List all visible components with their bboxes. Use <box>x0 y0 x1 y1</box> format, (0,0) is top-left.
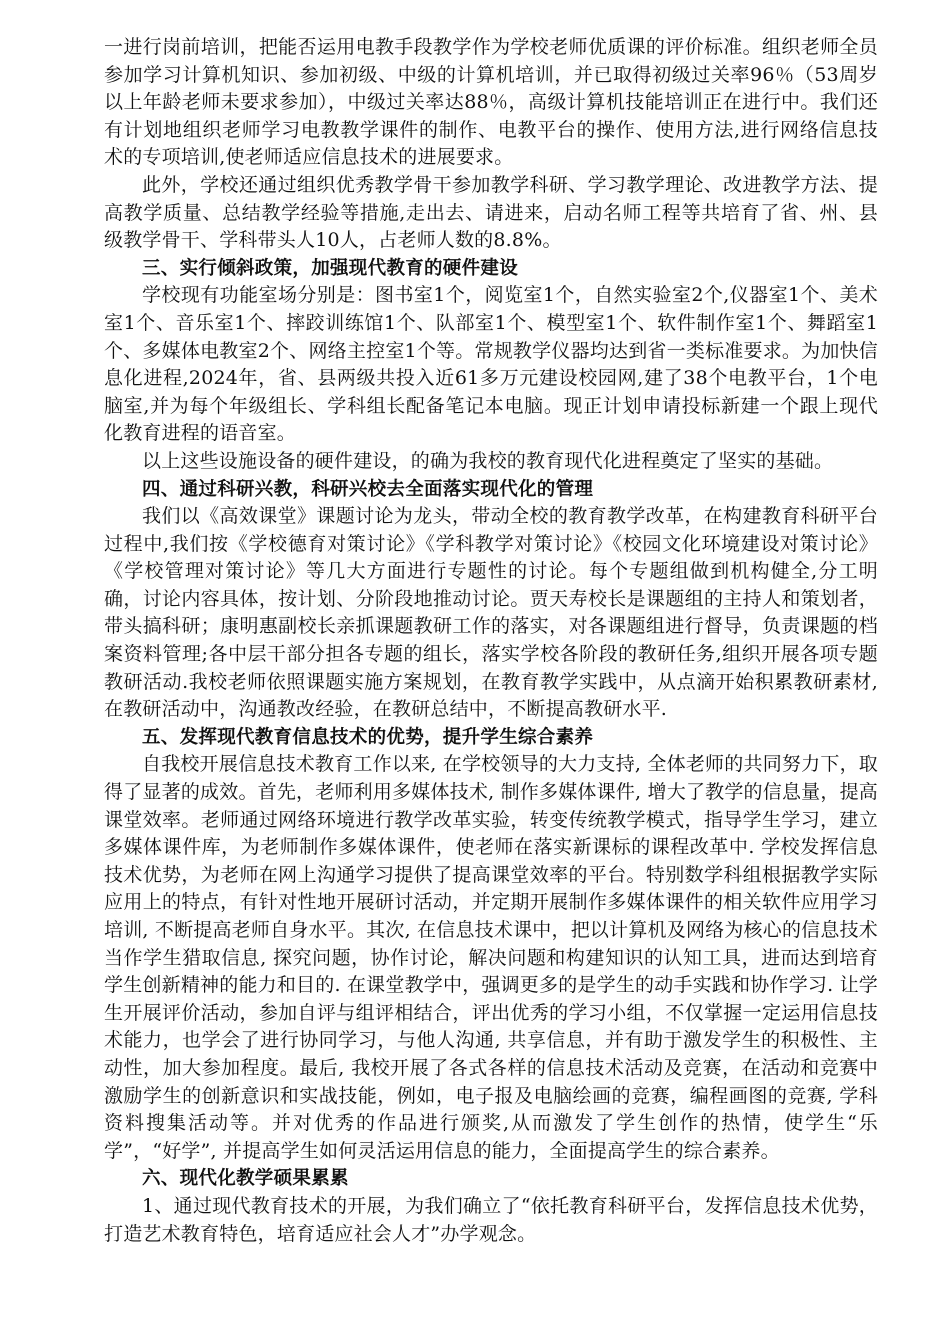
paragraph-teaching-backbone: 此外，学校还通过组织优秀教学骨干参加教学科研、学习教学理论、改进教学方法、提高教学质量、总结教学经验等措施,走出去、请进来，启动名师工程等共培育了省、州、县级教学骨干、学科带头人10人，占老师人数的8.8%。 <box>104 173 878 252</box>
section-heading-3: 三、实行倾斜政策，加强现代教育的硬件建设 <box>142 257 519 279</box>
paragraph-teacher-training: 一进行岗前培训，把能否运用电教手段教学作为学校老师优质课的评价标准。组织老师全员参加学习计算机知识、参加初级、中级的计算机培训，并已取得初级过关率96％（53周岁以上年龄老师未要求参加），中级过关率达88％，高级计算机技能培训正在进行中。我们还有计划地组织老师学习电教教学课件的制作、电教平台的操作、使用方法,进行网络信息技术的专项培训,使老师适应信息技术的进展要求。 <box>104 36 878 169</box>
paragraph-achievement-1: 1、通过现代教育技术的开展，为我们确立了“依托教育科研平台，发挥信息技术优势，打造艺术教育特色，培育适应社会人才”办学观念。 <box>104 1194 878 1245</box>
paragraph-info-tech: 自我校开展信息技术教育工作以来, 在学校领导的大力支持, 全体老师的共同努力下，取得了显著的成效。首先，老师利用多媒体技术, 制作多媒体课件, 增大了教学的信息量，提高课堂效率。老师通过网络环境进行教学改革实验，转变传统教学模式，指导学生学习，建立多媒体课件库，为老师制作多媒体课件，使老师在落实新课标的课程改革中. 学校发挥信息技术优势，为老师在网上沟通学习提供了提高课堂效率的平台。特别数学科组根据教学实际应用上的特点，有针对性地开展研讨活动，并定期开展制作多媒体课件的相关软件应用学习培训, 不断提高老师自身水平。其次, 在信息技术课中，把以计算机及网络为核心的信息技术当作学生猎取信息, 探究问题，协作讨论，解决问题和构建知识的认知工具，进而达到培育学生创新精神的能力和目的. 在课堂教学中，强调更多的是学生的动手实践和协作学习. 让学生开展评价活动，参加自评与组评相结合，评出优秀的学习小组，不仅掌握一定运用信息技术能力，也学会了进行协同学习，与他人沟通, 共享信息，并有助于激发学生的积极性、主动性，加大参加程度。最后, 我校开展了各式各样的信息技术活动及竞赛，在活动和竞赛中激励学生的创新意识和实战技能，例如，电子报及电脑绘画的竞赛，编程画图的竞赛, 学科资料搜集活动等。并对优秀的作品进行颁奖,从而激发了学生创作的热情，使学生“乐学”，“好学”, 并提高学生如何灵活运用信息的能力，全面提高学生的综合素养。 <box>104 753 878 1162</box>
paragraph-foundation: 以上这些设施设备的硬件建设，的确为我校的教育现代化进程奠定了坚实的基础。 <box>142 449 834 472</box>
section-heading-6: 六、现代化教学硕果累累 <box>142 1168 349 1190</box>
paragraph-facilities: 学校现有功能室场分别是：图书室1个，阅览室1个，自然实验室2个,仪器室1个、美术室1个、音乐室1个、摔跤训练馆1个、队部室1个、模型室1个、软件制作室1个、舞蹈室1个、多媒体电教室2个、网络主控室1个等。常规教学仪器均达到省一类标准要求。为加快信息化进程,2024年，省、县两级共投入近61多万元建设校园网,建了38个电教平台，1个电脑室,并为每个年级组长、学科组长配备笔记本电脑。现正计划申请投标新建一个跟上现代化教育进程的语音室。 <box>104 284 878 445</box>
section-heading-5: 五、发挥现代教育信息技术的优势，提升学生综合素养 <box>142 726 594 748</box>
paragraph-research: 我们以《高效课堂》课题讨论为龙头，带动全校的教育教学改革，在构建教育科研平台过程中,我们按《学校德育对策讨论》《学科教学对策讨论》《校园文化环境建设对策讨论》《学校管理对策讨论》等几大方面进行专题性的讨论。每个专题组做到机构健全,分工明确，讨论内容具体，按计划、分阶段地推动讨论。贾天寿校长是课题组的主持人和策划者，带头搞科研；康明惠副校长亲抓课题教研工作的落实，对各课题组进行督导，负责课题的档案资料管理;各中层干部分担各专题的组长，落实学校各阶段的教研任务,组织开展各项专题教研活动.我校老师依照课题实施方案规划，在教育教学实践中，从点滴开始积累教研素材,在教研活动中，沟通教改经验，在教研总结中，不断提高教研水平. <box>104 505 878 721</box>
section-heading-4: 四、通过科研兴教，科研兴校去全面落实现代化的管理 <box>142 478 594 500</box>
document-page <box>104 34 878 1248</box>
